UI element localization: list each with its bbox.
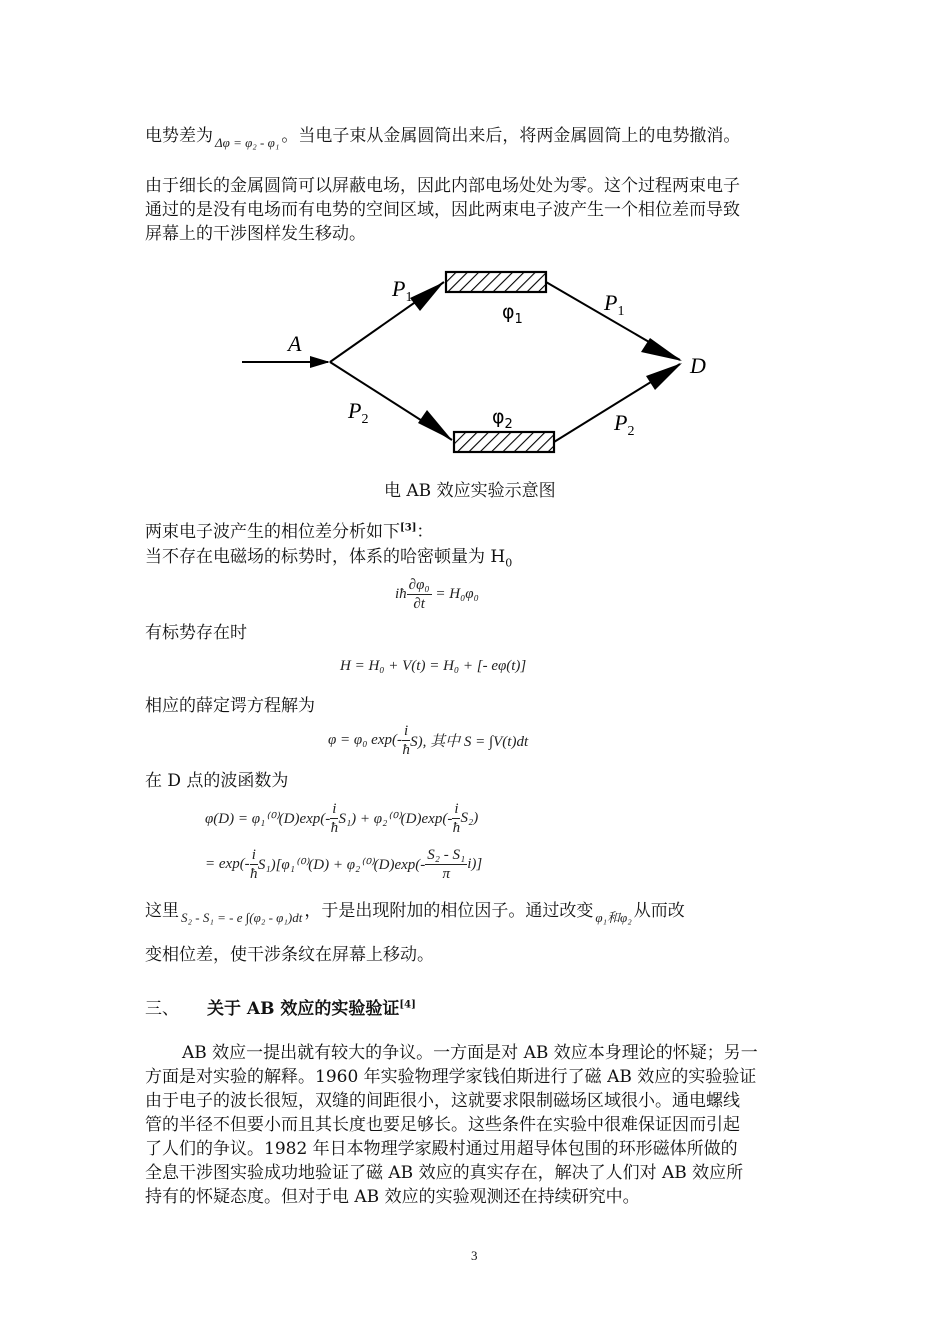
equation-5: [205, 846, 482, 883]
eq4-frac1-den: ħ: [330, 820, 339, 836]
paragraph-2-line-3: 由于电子的波长很短，双缝的间距很小，这就要求限制磁场区域很小。通电螺线: [145, 1091, 740, 1111]
label-phi2-sub: 2: [504, 417, 513, 432]
eq3-left: φ = φ₀ exp(-: [328, 732, 402, 748]
paragraph-2-line-6: 全息干涉图实验成功地验证了磁 AB 效应的真实存在，解决了人们对 AB 效应所: [145, 1163, 744, 1183]
analysis-ref: [3]: [400, 522, 417, 534]
label-p1-left-sub: 1: [405, 290, 413, 305]
label-a: A: [288, 331, 302, 356]
intro-line: [145, 123, 740, 150]
label-phi1-letter: φ: [502, 301, 515, 323]
intro-text-after: 。当电子束从金属圆筒出来后，将两金属圆筒上的电势撤消。: [281, 126, 741, 146]
eq3-numerator: i: [404, 723, 409, 739]
analysis-intro-text: 两束电子波产生的相位差分析如下: [145, 522, 400, 542]
section-number: 三、: [145, 999, 179, 1019]
label-phi1-sub: 1: [514, 312, 523, 327]
lower-right-arrowhead: [646, 363, 682, 390]
upper-left-arrowhead: [410, 282, 444, 311]
eq5-part3: i)]: [467, 856, 483, 872]
eq3-denominator: ħ: [402, 742, 410, 758]
eq4-part3: S₂): [460, 810, 479, 826]
label-p2-left: [347, 398, 368, 427]
label-p2-right-sub: 2: [627, 424, 635, 439]
no-potential-text: 当不存在电磁场的标势时，体系的哈密顿量为 H: [145, 547, 506, 567]
paragraph-1-line-1: 由于细长的金属圆筒可以屏蔽电场，因此内部电场处处为零。这个过程两束电子: [145, 176, 740, 196]
equation-4: [205, 800, 478, 837]
equation-2: H = H₀ + V(t) = H₀ + [- eφ(t)]: [340, 658, 527, 674]
paragraph-1-line-2: 通过的是没有电场而有电势的空间区域，因此两束电子波产生一个相位差而导致: [145, 200, 740, 220]
eq5-frac2-den: π: [442, 866, 450, 882]
label-p2-left-sub: 2: [361, 412, 369, 427]
label-p2-right: [613, 410, 634, 439]
here-formula-2: φ₁和φ₂: [595, 910, 632, 925]
eq5-frac1-den: ħ: [250, 866, 258, 882]
lower-metal-cylinder: [454, 432, 554, 452]
label-p1-left: [391, 276, 412, 305]
incoming-beam-arrowhead: [310, 356, 330, 368]
ab-effect-diagram: [230, 260, 730, 470]
figure-caption: 电 AB 效应实验示意图: [384, 481, 556, 501]
label-p2-right-letter: P: [614, 410, 628, 435]
intro-text-before: 电势差为: [145, 126, 213, 146]
here-middle: ，于是出现附加的相位因子。通过改变: [304, 901, 594, 921]
at-d-line: 在 D 点的波函数为: [145, 771, 289, 791]
no-potential-line: [145, 544, 512, 570]
delta-phi-formula: Δφ = φ₂ - φ₁: [215, 135, 280, 150]
here-formula: S₂ - S₁ = - e ∫(φ₂ - φ₁)dt: [181, 910, 303, 925]
paragraph-1-line-3: 屏幕上的干涉图样发生移动。: [145, 224, 366, 244]
paragraph-2-line-4: 管的半径不但要小而且其长度也要足够长。这些条件在实验中很难保证因而引起: [145, 1115, 740, 1135]
eq4-part1: φ(D) = φ₁⁽⁰⁾(D)exp(-: [205, 811, 331, 827]
label-p1-right: [603, 290, 624, 319]
paragraph-2-line-7: 持有的怀疑态度。但对于电 AB 效应的实验观测还在持续研究中。: [145, 1187, 640, 1207]
section-heading: [145, 994, 416, 1019]
schrodinger-line: 相应的薛定谔方程解为: [145, 696, 315, 716]
eq5-part1: = exp(-: [205, 856, 250, 872]
eq5-frac1-num: i: [251, 847, 256, 863]
label-p1-left-letter: P: [392, 276, 406, 301]
eq5-fraction-2: [425, 846, 467, 883]
label-d: D: [690, 353, 706, 378]
label-p1-right-sub: 1: [617, 304, 625, 319]
label-phi1: [502, 301, 523, 327]
page-number: 3: [471, 1248, 478, 1263]
paragraph-2-line-1: [182, 1040, 758, 1066]
eq3-right: S), 其中 S = ∫V(t)dt: [410, 734, 529, 750]
eq1-fraction: [407, 576, 432, 613]
here-before: 这里: [145, 901, 179, 921]
upper-metal-cylinder: [446, 272, 546, 292]
eq4-frac2-den: ħ: [452, 820, 461, 836]
paragraph-2-line-1-text: AB 效应一提出就有较大的争议。一方面是对 AB 效应本身理论的怀疑；另一: [182, 1043, 758, 1063]
label-phi2-letter: φ: [492, 406, 505, 428]
eq1-rhs: = H₀φ₀: [435, 586, 479, 602]
here-line: [145, 898, 685, 925]
equation-1: [395, 576, 479, 613]
eq1-denominator: ∂t: [413, 596, 425, 612]
eq4-part2: S₁) + φ₂⁽⁰⁾(D)exp(-: [338, 811, 453, 827]
here-after: 从而改: [633, 901, 685, 921]
label-phi2: [492, 406, 513, 432]
analysis-colon: ：: [416, 522, 434, 542]
eq3-fraction: [402, 722, 410, 759]
label-p2-left-letter: P: [348, 398, 362, 423]
analysis-intro: [145, 519, 433, 545]
equation-3: [328, 722, 528, 759]
eq1-lhs-prefix: iħ: [395, 586, 407, 602]
eq4-frac2-num: i: [454, 801, 459, 817]
eq5-frac2-num: S₂ - S₁: [427, 847, 466, 863]
paragraph-2-line-5: 了人们的争议。1982 年日本物理学家殿村通过用超导体包围的环形磁体所做的: [145, 1139, 738, 1159]
label-p1-right-letter: P: [604, 290, 618, 315]
eq4-frac1-num: i: [332, 801, 337, 817]
section-title: 关于 AB 效应的实验验证: [207, 999, 400, 1019]
section-ref: [4]: [399, 999, 416, 1011]
no-potential-sub: 0: [505, 556, 513, 570]
with-potential-line: 有标势存在时: [145, 623, 247, 643]
eq5-fraction-1: [250, 846, 258, 883]
eq1-numerator: ∂φ₀: [408, 577, 430, 593]
eq5-part2: S₁)[φ₁⁽⁰⁾(D) + φ₂⁽⁰⁾(D)exp(-: [257, 857, 426, 873]
here-line-2: 变相位差，使干涉条纹在屏幕上移动。: [145, 945, 434, 965]
paragraph-2-line-2: 方面是对实验的解释。1960 年实验物理学家钱伯斯进行了磁 AB 效应的实验验证: [145, 1067, 757, 1087]
lower-left-arrowhead: [418, 410, 452, 440]
